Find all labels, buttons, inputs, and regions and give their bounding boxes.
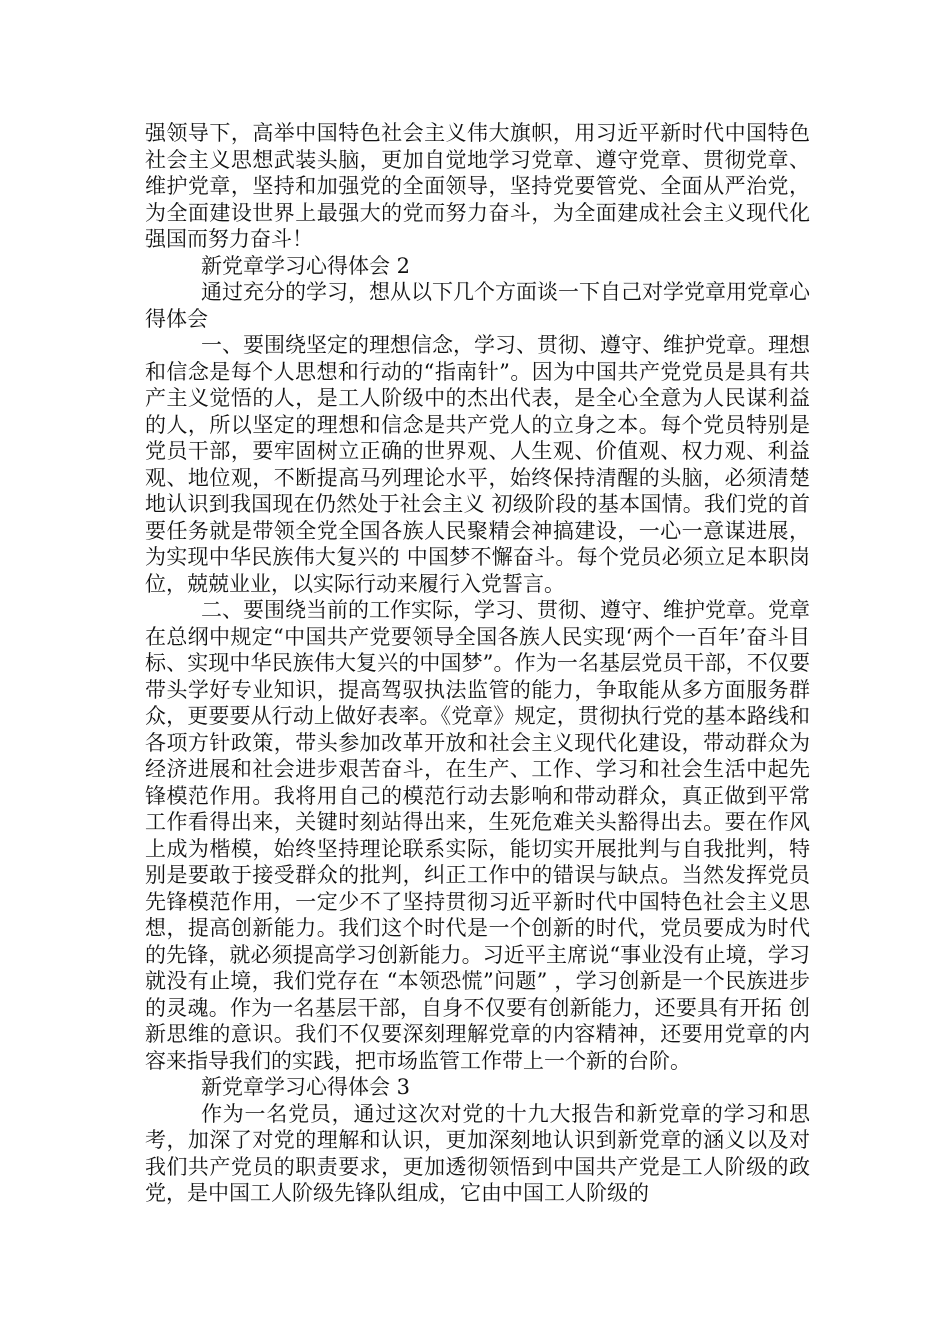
paragraph-point-one: 一、要围绕坚定的理想信念，学习、贯彻、遵守、维护党章。理想和信念是每个人思想和行动的“指南针”。因为中国共产党党员是具有共产主义觉悟的人，是工人阶级中的杰出代表，是全心全意为人民谋利益的人，所以坚定的理想和信念是共产党人的立身之本。每个党员特别是党员干部，要牢固树立正确的世界观、人生观、价值观、权力观、利益观、地位观，不断提高马列理论水平，始终保持清醒的头脑，必须清楚地认识到我国现在仍然处于社会主义 初级阶段的基本国情。我们党的首要任务就是带领全党全国各族人民聚精会神搞建设，一心一意谋进展，为实现中华民族伟大复兴的 中国梦不懈奋斗。每个党员必须立足本职岗位，兢兢业业，以实际行动来履行入党誓言。 (145, 333, 810, 596)
section-heading-2: 新党章学习心得体会 2 (201, 253, 411, 278)
paragraph-section-three: 作为一名党员，通过这次对党的十九大报告和新党章的学习和思考，加深了对党的理解和认识，更加深刻地认识到新党章的涵义以及对我们共产党员的职责要求，更加透彻领悟到中国共产党是工人阶级的政党，是中国工人阶级先锋队组成，它由中国工人阶级的 (145, 1101, 810, 1205)
document-body (145, 120, 810, 1207)
paragraph-point-two: 二、要围绕当前的工作实际，学习、贯彻、遵守、维护党章。党章在总纲中规定“中国共产党要领导全国各族人民实现‘两个一百年’奋斗目标、实现中华民族伟大复兴的中国梦”。作为一名基层党员干部，不仅要带头学好专业知识，提高驾驭执法监管的能力，争取能从多方面服务群众，更要要从行动上做好表率。《党章》规定，贯彻执行党的基本路线和各项方针政策，带头参加改革开放和社会主义现代化建设，带动群众为经济进展和社会进步艰苦奋斗，在生产、工作、学习和社会生活中起先锋模范作用。我将用自己的模范行动去影响和带动群众，真正做到平常工作看得出来，关键时刻站得出来，生死危难关头豁得出去。要在作风上成为楷模，始终坚持理论联系实际，能切实开展批判与自我批判，特别是要敢于接受群众的批判，纠正工作中的错误与缺点。当然发挥党员先锋模范作用，一定少不了坚持贯彻习近平新时代中国特色社会主义思想，提高创新能力。我们这个时代是一个创新的时代，党员要成为时代的先锋，就必须提高学习创新能力。习近平主席说“事业没有止境，学习就没有止境，我们党存在 “本领恐慌”问题” ，学习创新是一个民族进步的灵魂。作为一名基层干部，自身不仅要有创新能力，还要具有开拓 创新思维的意识。我们不仅要深刻理解党章的内容精神，还要用党章的内容来指导我们的实践，把市场监管工作带上一个新的台阶。 (145, 598, 810, 1073)
paragraph-intro: 通过充分的学习，想从以下几个方面谈一下自己对学党章用党章心得体会 (145, 280, 810, 331)
paragraph-continuation: 强领导下，高举中国特色社会主义伟大旗帜，用习近平新时代中国特色社会主义思想武装头脑，更加自觉地学习党章、遵守党章、贯彻党章、维护党章，坚持和加强党的全面领导，坚持党要管党、全面从严治党，为全面建设世界上最强大的党而努力奋斗，为全面建成社会主义现代化强国而努力奋斗！ (145, 121, 810, 251)
section-heading-3: 新党章学习心得体会 3 (201, 1075, 411, 1099)
